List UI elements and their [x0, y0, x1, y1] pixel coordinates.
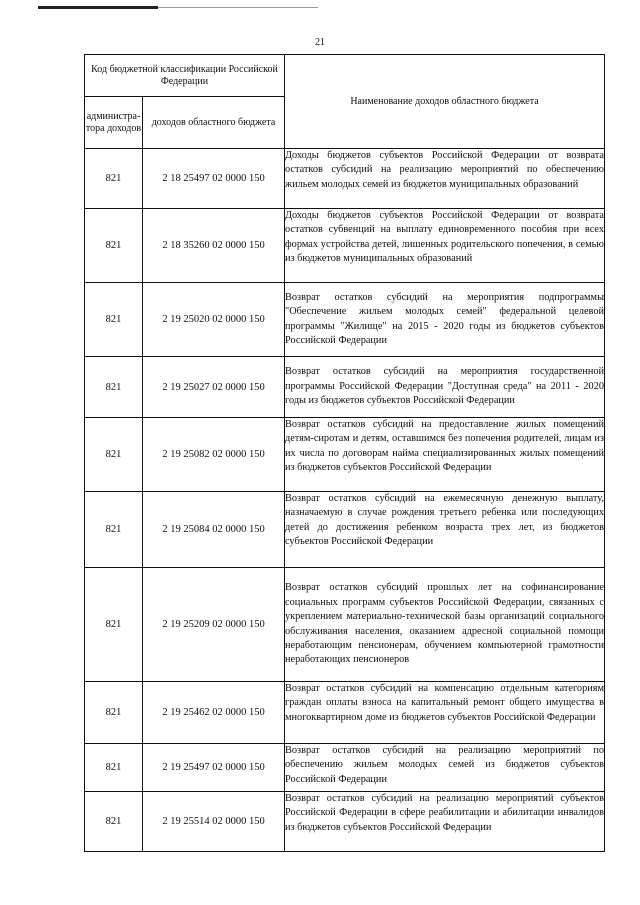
table-row — [85, 357, 605, 418]
income-name-cell: Возврат остатков субсидий на ежемесячную денежную выплату, назначаемую в случае рождения третьего ребенка или последующих детей до достижения ребенком возраста трех лет, из бюджетов субъектов Российской Федерации — [285, 492, 605, 568]
table-row — [85, 568, 605, 682]
admin-code-cell: 821 — [85, 357, 143, 418]
income-name-cell: Возврат остатков субсидий на мероприятия подпрограммы "Обеспечение жильем молодых семей" федеральной целевой программы "Жилище" на 2015 - 2020 годы из бюджетов субъектов Российской Федерации — [285, 283, 605, 357]
income-code-cell: 2 19 25209 02 0000 150 — [143, 568, 285, 682]
table-row — [85, 682, 605, 744]
table-row — [85, 492, 605, 568]
table-row — [85, 149, 605, 209]
top-rule-thin — [158, 7, 318, 8]
table-row — [85, 744, 605, 792]
income-name-cell: Возврат остатков субсидий на предоставление жилых помещений детям-сиротам и детям, оставшимся без попечения родителей, лицам из их числа по договорам найма специализированных жилых помещений из бюджетов субъектов Российской Федерации — [285, 418, 605, 492]
income-code-cell: 2 19 25027 02 0000 150 — [143, 357, 285, 418]
table-row — [85, 792, 605, 852]
admin-code-cell: 821 — [85, 682, 143, 744]
income-code-cell: 2 19 25082 02 0000 150 — [143, 418, 285, 492]
income-name-cell: Возврат остатков субсидий прошлых лет на софинансирование социальных программ субъектов Российской Федерации, связанных с укреплением материально-технической базы организаций социального обслуживания населения, оказанием адресной социальной помощи неработающим пенсионерам, обучением компьютерной грамотности неработающих пенсионеров — [285, 568, 605, 682]
income-name-cell: Доходы бюджетов субъектов Российской Федерации от возврата остатков субвенций на выплату единовременного пособия при всех формах устройства детей, лишенных родительского попечения, в семью из бюджетов муниципальных образований — [285, 209, 605, 283]
top-rule — [38, 6, 158, 9]
income-code-cell: 2 19 25084 02 0000 150 — [143, 492, 285, 568]
header-income-code: доходов областного бюджета — [143, 97, 285, 149]
admin-code-cell: 821 — [85, 744, 143, 792]
income-name-cell: Возврат остатков субсидий на компенсацию отдельным категориям граждан оплаты взноса на капитальный ремонт общего имущества в многоквартирном доме из бюджетов субъектов Российской Федерации — [285, 682, 605, 744]
header-administrator: администра-тора доходов — [85, 97, 143, 149]
income-code-cell: 2 19 25462 02 0000 150 — [143, 682, 285, 744]
admin-code-cell: 821 — [85, 568, 143, 682]
header-income-name: Наименование доходов областного бюджета — [285, 55, 605, 149]
income-name-cell: Возврат остатков субсидий на реализацию мероприятий по обеспечению жильем молодых семей из бюджетов субъектов Российской Федерации — [285, 744, 605, 792]
table-header — [85, 55, 605, 149]
admin-code-cell: 821 — [85, 792, 143, 852]
table-body — [85, 149, 605, 852]
income-code-cell: 2 19 25497 02 0000 150 — [143, 744, 285, 792]
income-name-cell: Возврат остатков субсидий на реализацию мероприятий субъектов Российской Федерации в сфере реабилитации и абилитации инвалидов из бюджетов субъектов Российской Федерации — [285, 792, 605, 852]
table-row — [85, 209, 605, 283]
budget-income-table — [84, 54, 605, 852]
table-row — [85, 283, 605, 357]
header-budget-code-group: Код бюджетной классификации Российской Федерации — [85, 55, 285, 97]
income-code-cell: 2 18 35260 02 0000 150 — [143, 209, 285, 283]
income-code-cell: 2 19 25020 02 0000 150 — [143, 283, 285, 357]
page-number: 21 — [315, 37, 325, 48]
admin-code-cell: 821 — [85, 283, 143, 357]
income-name-cell: Возврат остатков субсидий на мероприятия государственной программы Российской Федерации "Доступная среда" на 2011 - 2020 годы из бюджетов субъектов Российской Федерации — [285, 357, 605, 418]
income-code-cell: 2 19 25514 02 0000 150 — [143, 792, 285, 852]
admin-code-cell: 821 — [85, 149, 143, 209]
table-row — [85, 418, 605, 492]
income-name-cell: Доходы бюджетов субъектов Российской Федерации от возврата остатков субсидий на реализацию мероприятий по обеспечению жильем молодых семей из бюджетов муниципальных образований — [285, 149, 605, 209]
admin-code-cell: 821 — [85, 209, 143, 283]
admin-code-cell: 821 — [85, 492, 143, 568]
admin-code-cell: 821 — [85, 418, 143, 492]
income-code-cell: 2 18 25497 02 0000 150 — [143, 149, 285, 209]
